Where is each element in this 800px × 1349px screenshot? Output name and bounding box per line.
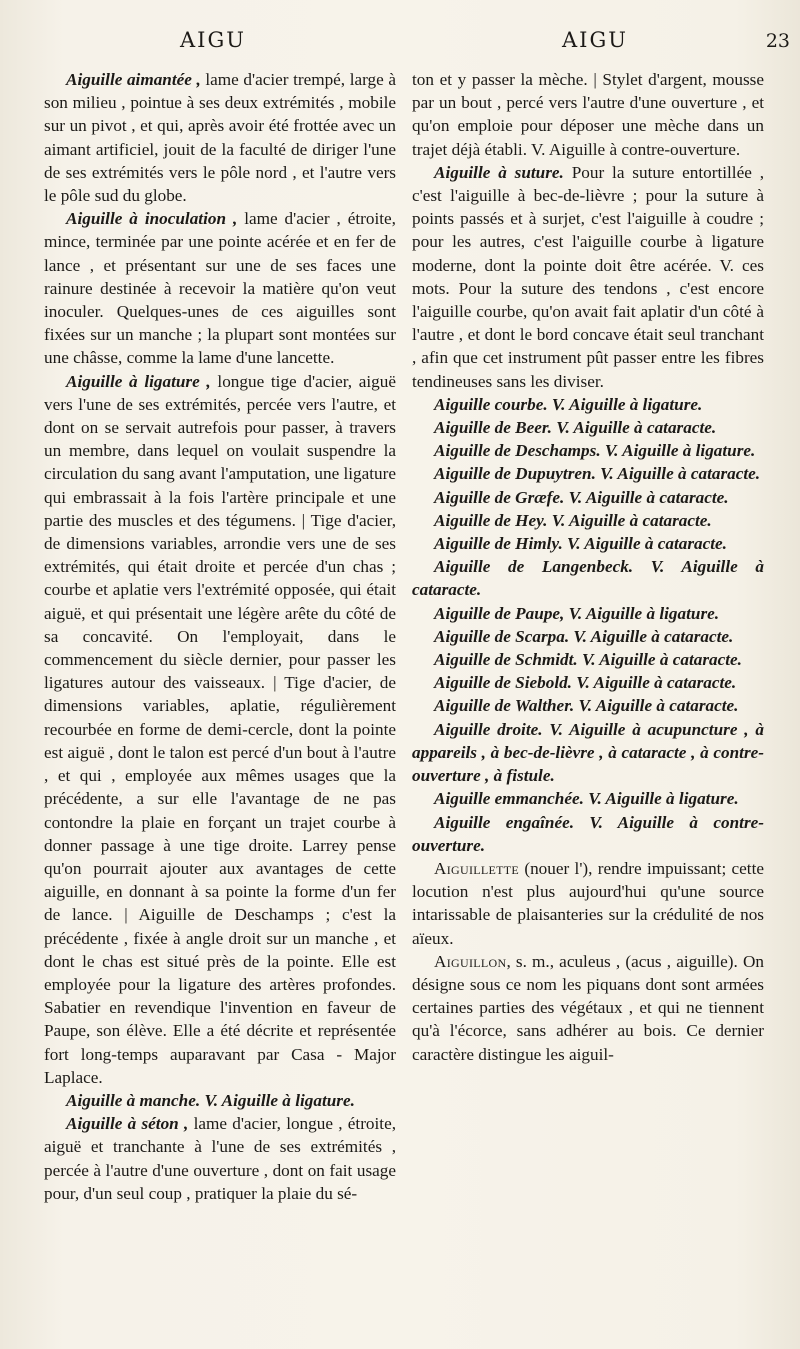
entry-term: Aiguille de Siebold. V. Aiguille à cataracte. [434,673,737,693]
entry-text-continued: Aiguille de Deschamps ; c'est la précédente , fixée à angle droit sur un manche , et dont le chas est situé près de la pointe. Elle est employée pour la ligature des artères profondes. Sabatier en revendique l'invention en faveur de Paupe, son élève. Elle a été décrite et représentée fort long-temps auparavant par Casa - Major Laplace. [44,905,396,1087]
entry-term: Aiguille de Schmidt. V. Aiguille à cataracte. [434,650,742,670]
entry-term: Aiguille à ligature , [66,371,211,391]
entry-aiguille-emmanchee [412,787,764,810]
entry-term: Aiguille de Beer. V. Aiguille à cataracte. [434,418,717,438]
entry-aiguille-siebold [412,671,764,694]
page-header [30,28,790,58]
entry-term: Aiguille de Walther. V. Aiguille à cataracte. [434,696,739,716]
entry-text: Pour la suture entortillée , c'est l'aiguille à bec-de-lièvre ; pour la suture à points passés et à surjet, c'est l'aiguille à coudre ; pour les autres, c'est l'aiguille courbe à ligature moderne, dont la pointe doit être acérée. V. ces mots. Pour la suture des tendons , c'est encore l'aiguille courbe, qu'on avait fait aplatir d'un côté à l'autre , et dont le bord concave était seul tranchant , afin que cet instrument pût passer entre les fibres tendineuses sans les diviser. [412,162,764,391]
entry-aiguille-ligature [44,370,396,1089]
entry-text: , s. m., aculeus , (acus , aiguille). On désigne sous ce nom les piquans dont sont armées certaines parties des végétaux , et qui ne tiennent qu'à l'écorce, sans adhérer au bois. Ce dernier caractère distingue les aiguil- [412,951,764,1064]
entry-aiguille-himly [412,532,764,555]
running-head-right: AIGU [562,28,628,52]
entry-term: Aiguille aimantée , [66,70,201,89]
entry-seton-continued [412,68,764,161]
entry-term: Aiguille engaînée. V. Aiguille à contre-ouverture. [412,812,764,855]
entry-text: longue tige d'acier, aiguë vers l'une de ses extrémités, percée vers l'autre, et dont on se servait autrefois pour passer, à travers un membre, dans lequel on voulait suspendre la circulation du sang avant l'amputation, une ligature qui embrassait à la fois l'artère principale et une partie des muscles et des tégumens. | Tige d'acier, de dimensions variables, arrondie vers une de ses extrémités, qui était droite et percée d'un chas ; courbe et aplatie vers l'extrémité opposée, qui était aiguë, et qui présentait une légère arête du côté de sa concavité. On l'employait, dans le commencement du siècle dernier, pour passer les ligatures autour des vaisseaux. | Tige d'acier, de dimensions variables, aplatie, régulièrement recourbée en forme de demi-cercle, dont la pointe est aiguë , dont le talon est percé d'un bout à l'autre , et qui , employée aux mêmes usages que la précédente, a sur elle l'avantage de ne pas contondre la plaie en forçant un trajet courbe à donner passage à une tige droite. Larrey pense qu'on pourrait ajouter aux avantages de cette aiguille, en donnant à sa pointe la forme d'un fer de lance. | [44,371,396,925]
entry-text: lame d'acier trempé, large à son milieu , pointue à ses deux extrémités , mobile sur un pivot , et qui, après avoir été frottée avec un aimant artificiel, jouit de la faculté de diriger l'une de ses extrémités vers le pôle nord , et l'autre vers le pôle sud du globe. [44,70,396,206]
entry-term: Aiguille de Scarpa. V. Aiguille à cataracte. [434,626,734,646]
entry-aiguille-manche [44,1089,396,1112]
entry-term: Aiguille à suture. [434,162,564,182]
entry-aiguille-paupe [412,602,764,625]
entry-text: ton et y passer la mèche. | Stylet d'argent, mousse par un bout , percé vers l'autre d'une ouverture , et qu'on emploie pour déposer une mèche dans un trajet déjà établi. V. Aiguille à contre-ouverture. [412,70,764,159]
entry-aiguille-suture [412,161,764,393]
entry-aiguille-dupuytren [412,462,764,485]
right-column [412,68,764,1066]
page-number: 23 [765,30,790,52]
entry-aiguille-seton [44,1112,396,1205]
entry-aiguillon [412,950,764,1066]
entry-aiguille-courbe [412,393,764,416]
entry-aiguillette [412,857,764,950]
entry-text: lame d'acier, longue , étroite, aiguë et tranchante à l'une de ses extrémités , percée à l'autre d'une ouverture , dont on fait usage pour, d'un seul coup , pratiquer la plaie du sé- [44,1114,397,1203]
entry-aiguille-scarpa [412,625,764,648]
running-head-left: AIGU [180,28,246,52]
entry-aiguille-deschamps [412,439,764,462]
entry-text: lame d'acier , étroite, mince, terminée par une pointe acérée et en fer de lance , et présentant sur une de ses faces une rainure destinée à recevoir la matière qu'on veut inoculer. Quelques-unes de ces aiguilles sont fixées sur un manche ; la plupart sont montées sur une châsse, comme la lame d'une lancette. [44,209,396,368]
entry-term: Aiguille à inoculation , [66,209,238,229]
entry-aiguille-aimantee [44,68,396,207]
entry-term: Aiguille à manche. V. Aiguille à ligature. [66,1090,355,1110]
left-column [44,68,396,1205]
entry-text: (nouer l'), rendre impuissant; cette locution n'est plus aujourd'hui qu'une source intarissable de plaisanteries sur la crédulité de nos aïeux. [412,858,764,948]
entry-term: Aiguille de Græfe. V. Aiguille à cataracte. [434,487,729,507]
entry-term: Aiguille emmanchée. V. Aiguille à ligature. [434,789,739,809]
entry-term: Aiguille de Hey. V. Aiguille à cataracte. [434,510,712,530]
entry-term: Aiguille de Dupuytren. V. Aiguille à cataracte. [434,464,761,484]
entry-term: Aiguille à séton , [66,1114,189,1134]
entry-term: Aiguille de Langenbeck. V. Aiguille à cataracte. [412,557,764,600]
entry-headword: Aiguillette [434,858,520,878]
entry-term: Aiguille courbe. V. Aiguille à ligature. [434,394,703,414]
entry-term: Aiguille de Deschamps. V. Aiguille à ligature. [434,441,756,461]
entry-headword: Aiguillon [434,951,507,971]
entry-aiguille-beer [412,416,764,439]
entry-aiguille-engainee [412,811,764,857]
entry-aiguille-inoculation [44,207,396,369]
entry-aiguille-schmidt [412,648,764,671]
entry-aiguille-hey [412,509,764,532]
entry-aiguille-langenbeck [412,555,764,601]
entry-aiguille-graefe [412,486,764,509]
entry-aiguille-walther [412,694,764,717]
entry-term: Aiguille de Paupe, V. Aiguille à ligature. [434,603,720,623]
entry-term: Aiguille de Himly. V. Aiguille à cataracte. [434,534,727,554]
entry-aiguille-droite [412,718,764,788]
entry-term: Aiguille droite. V. Aiguille à acupuncture , à appareils , à bec-de-lièvre , à cataracte , à contre-ouverture , à fistule. [412,719,764,786]
